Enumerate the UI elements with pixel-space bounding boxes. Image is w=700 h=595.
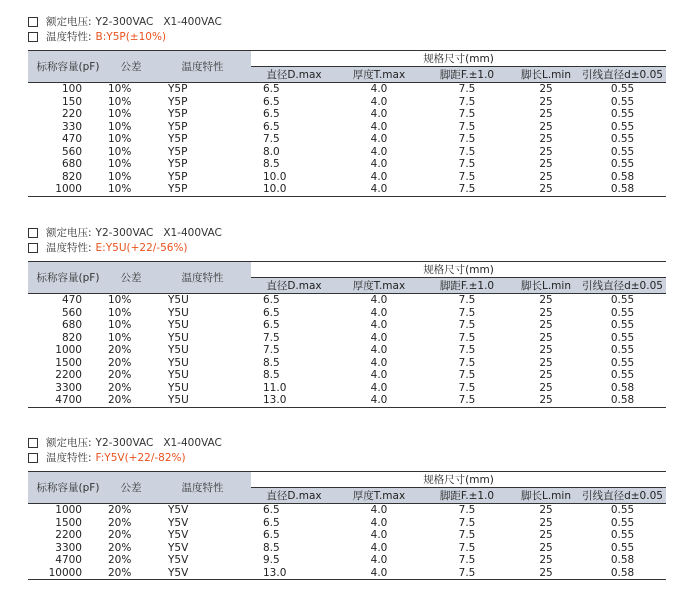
- table-row: [28, 529, 666, 542]
- thickness-cell: 4.0: [370, 170, 388, 183]
- capacitance-cell: 220: [61, 108, 82, 121]
- temp-char-cell: Y5U: [154, 394, 251, 407]
- header-diameter: 直径D.max: [251, 488, 337, 504]
- thickness-cell: 4.0: [370, 369, 388, 382]
- table-row: [28, 83, 666, 96]
- temp-char-cell: Y5U: [168, 331, 189, 344]
- diameter-cell: 8.5: [263, 541, 280, 554]
- temp-char-cell: Y5U: [168, 356, 189, 369]
- diameter-cell: 7.5: [263, 133, 280, 146]
- lead-diameter-cell: 0.58: [579, 394, 666, 407]
- capacitance-cell: 150: [61, 95, 82, 108]
- diameter-cell: 6.5: [263, 108, 280, 121]
- pitch-cell: 7.5: [458, 158, 476, 171]
- lead-length-cell: 25: [539, 344, 553, 357]
- lead-length-cell: 25: [539, 95, 553, 108]
- header-tolerance: 公差: [108, 51, 154, 83]
- lead-length-cell: 25: [539, 369, 553, 382]
- temp-char-cell: Y5U: [168, 306, 189, 319]
- pitch-cell: 7.5: [458, 120, 476, 133]
- checkbox-icon: [28, 32, 38, 42]
- thickness-cell: 4.0: [337, 394, 421, 407]
- tolerance-cell: 10%: [108, 158, 132, 171]
- pitch-cell: 7.5: [458, 170, 476, 183]
- table-row: [28, 183, 666, 196]
- temperature-label: 温度特性:: [46, 452, 92, 464]
- table-header-row: [28, 262, 666, 278]
- lead-length-cell: 25: [539, 319, 553, 332]
- lead-length-cell: 25: [539, 306, 553, 319]
- lead-diameter-cell: 0.55: [610, 369, 635, 382]
- lead-diameter-cell: 0.55: [610, 133, 635, 146]
- voltage-label: 额定电压:: [46, 16, 92, 28]
- header-temp-char: 温度特性: [154, 51, 251, 83]
- tolerance-cell: 10%: [108, 83, 154, 96]
- checkbox-icon: [28, 453, 38, 463]
- tolerance-cell: 10%: [108, 95, 132, 108]
- lead-length-cell: 25: [539, 120, 553, 133]
- header-dimensions: 规格尺寸(mm): [251, 262, 666, 278]
- thickness-cell: 4.0: [370, 158, 388, 171]
- diameter-cell: 6.5: [263, 516, 280, 529]
- table-row: [28, 332, 666, 345]
- thickness-cell: 4.0: [370, 120, 388, 133]
- diameter-cell: 10.0: [263, 170, 287, 183]
- diameter-cell: 7.5: [263, 344, 280, 357]
- lead-length-cell: 25: [513, 504, 579, 517]
- temp-char-cell: Y5U: [168, 369, 189, 382]
- tolerance-cell: 20%: [108, 567, 154, 580]
- pitch-cell: 7.5: [421, 183, 513, 196]
- voltage-label: 额定电压:: [46, 227, 92, 239]
- thickness-cell: 4.0: [337, 183, 421, 196]
- pitch-cell: 7.5: [421, 394, 513, 407]
- lead-length-cell: 25: [513, 183, 579, 196]
- capacitance-cell: 10000: [28, 567, 108, 580]
- tolerance-cell: 20%: [108, 344, 132, 357]
- thickness-cell: 4.0: [370, 133, 388, 146]
- pitch-cell: 7.5: [421, 567, 513, 580]
- capacitance-cell: 1500: [55, 516, 82, 529]
- lead-diameter-cell: 0.55: [610, 516, 635, 529]
- thickness-cell: 4.0: [370, 319, 388, 332]
- pitch-cell: 7.5: [421, 504, 513, 517]
- capacitance-cell: 100: [28, 83, 108, 96]
- header-tolerance: 公差: [108, 472, 154, 504]
- temp-char-cell: Y5V: [154, 504, 251, 517]
- voltage-value-x1: X1-400VAC: [163, 226, 222, 239]
- capacitance-cell: 3300: [55, 541, 82, 554]
- temp-char-cell: Y5P: [168, 108, 188, 121]
- diameter-cell: 6.5: [263, 319, 280, 332]
- lead-diameter-cell: 0.55: [610, 319, 635, 332]
- lead-diameter-cell: 0.55: [610, 331, 635, 344]
- pitch-cell: 7.5: [421, 83, 513, 96]
- lead-diameter-cell: 0.58: [610, 170, 635, 183]
- pitch-cell: 7.5: [458, 145, 476, 158]
- temp-char-cell: Y5V: [168, 529, 189, 542]
- diameter-cell: 8.5: [263, 158, 280, 171]
- capacitance-cell: 820: [61, 170, 82, 183]
- spec-table: [28, 471, 666, 580]
- header-tolerance: 公差: [108, 262, 154, 294]
- header-temp-char: 温度特性: [154, 472, 251, 504]
- lead-length-cell: 25: [539, 331, 553, 344]
- pitch-cell: 7.5: [458, 516, 476, 529]
- temp-char-cell: Y5P: [168, 95, 188, 108]
- tolerance-cell: 20%: [108, 554, 132, 567]
- table-row: [28, 171, 666, 184]
- capacitance-cell: 2200: [55, 369, 82, 382]
- lead-diameter-cell: 0.55: [579, 294, 666, 307]
- tolerance-cell: 10%: [108, 183, 154, 196]
- checkbox-icon: [28, 438, 38, 448]
- table-row: [28, 294, 666, 307]
- temp-char-cell: Y5U: [168, 319, 189, 332]
- temperature-value: F:Y5V(+22/-82%): [95, 451, 186, 464]
- thickness-cell: 4.0: [337, 294, 421, 307]
- lead-length-cell: 25: [539, 133, 553, 146]
- table-row: [28, 554, 666, 567]
- header-capacitance: 标称容量(pF): [28, 51, 108, 83]
- temperature-value: E:Y5U(+22/-56%): [95, 241, 188, 254]
- temp-char-cell: Y5U: [154, 294, 251, 307]
- capacitance-cell: 4700: [55, 554, 82, 567]
- spec-section: [28, 14, 666, 197]
- temperature-label: 温度特性:: [46, 242, 92, 254]
- voltage-value-y2: Y2-300VAC: [95, 226, 154, 239]
- pitch-cell: 7.5: [458, 344, 476, 357]
- lead-diameter-cell: 0.55: [610, 108, 635, 121]
- capacitance-cell: 330: [61, 120, 82, 133]
- lead-length-cell: 25: [539, 108, 553, 121]
- pitch-cell: 7.5: [458, 108, 476, 121]
- temp-char-cell: Y5V: [168, 554, 189, 567]
- thickness-cell: 4.0: [337, 567, 421, 580]
- thickness-cell: 4.0: [370, 516, 388, 529]
- checkbox-icon: [28, 228, 38, 238]
- diameter-cell: 6.5: [263, 120, 280, 133]
- capacitance-cell: 1500: [55, 356, 82, 369]
- lead-length-cell: 25: [539, 541, 553, 554]
- lead-diameter-cell: 0.55: [610, 356, 635, 369]
- header-capacitance: 标称容量(pF): [28, 262, 108, 294]
- header-lead-diameter: 引线直径d±0.05: [579, 488, 666, 504]
- diameter-cell: 8.5: [263, 356, 280, 369]
- diameter-cell: 6.5: [251, 504, 337, 517]
- temp-char-cell: Y5P: [168, 158, 188, 171]
- capacitance-cell: 4700: [28, 394, 108, 407]
- lead-diameter-cell: 0.55: [610, 120, 635, 133]
- header-dimensions: 规格尺寸(mm): [251, 472, 666, 488]
- diameter-cell: 9.5: [263, 554, 280, 567]
- diameter-cell: 8.5: [263, 369, 280, 382]
- lead-diameter-cell: 0.55: [579, 504, 666, 517]
- thickness-cell: 4.0: [370, 108, 388, 121]
- table-row: [28, 96, 666, 109]
- voltage-line: [28, 435, 666, 450]
- spec-section: [28, 225, 666, 408]
- header-thickness: 厚度T.max: [337, 278, 421, 294]
- header-capacitance: 标称容量(pF): [28, 472, 108, 504]
- lead-diameter-cell: 0.55: [579, 83, 666, 96]
- capacitance-cell: 470: [28, 294, 108, 307]
- diameter-cell: 8.0: [263, 145, 280, 158]
- capacitance-cell: 560: [61, 145, 82, 158]
- temperature-line: [28, 240, 666, 255]
- capacitance-cell: 560: [61, 306, 82, 319]
- header-lead-length: 脚长L.min: [513, 67, 579, 83]
- thickness-cell: 4.0: [370, 306, 388, 319]
- voltage-value-x1: X1-400VAC: [163, 15, 222, 28]
- tolerance-cell: 20%: [108, 541, 132, 554]
- table-row: [28, 357, 666, 370]
- tolerance-cell: 10%: [108, 170, 132, 183]
- tolerance-cell: 10%: [108, 294, 154, 307]
- temp-char-cell: Y5V: [154, 567, 251, 580]
- table-row: [28, 319, 666, 332]
- capacitance-cell: 680: [61, 319, 82, 332]
- pitch-cell: 7.5: [458, 381, 476, 394]
- table-row: [28, 567, 666, 580]
- lead-length-cell: 25: [539, 145, 553, 158]
- spec-section: [28, 435, 666, 580]
- capacitance-cell: 1000: [55, 344, 82, 357]
- pitch-cell: 7.5: [458, 369, 476, 382]
- temp-char-cell: Y5U: [168, 381, 189, 394]
- diameter-cell: 6.5: [251, 294, 337, 307]
- table-row: [28, 133, 666, 146]
- pitch-cell: 7.5: [458, 331, 476, 344]
- lead-length-cell: 25: [539, 356, 553, 369]
- temp-char-cell: Y5P: [168, 170, 188, 183]
- lead-length-cell: 25: [513, 83, 579, 96]
- capacitance-cell: 680: [61, 158, 82, 171]
- table-row: [28, 394, 666, 407]
- capacitance-cell: 1000: [28, 183, 108, 196]
- temp-char-cell: Y5U: [168, 344, 189, 357]
- pitch-cell: 7.5: [458, 356, 476, 369]
- header-lead-diameter: 引线直径d±0.05: [579, 278, 666, 294]
- pitch-cell: 7.5: [458, 306, 476, 319]
- lead-length-cell: 25: [513, 394, 579, 407]
- tolerance-cell: 10%: [108, 331, 132, 344]
- thickness-cell: 4.0: [370, 145, 388, 158]
- table-row: [28, 307, 666, 320]
- lead-diameter-cell: 0.55: [610, 344, 635, 357]
- lead-diameter-cell: 0.58: [579, 567, 666, 580]
- table-row: [28, 369, 666, 382]
- temperature-line: [28, 29, 666, 44]
- pitch-cell: 7.5: [458, 529, 476, 542]
- pitch-cell: 7.5: [421, 294, 513, 307]
- header-pitch: 脚距F.±1.0: [421, 488, 513, 504]
- lead-diameter-cell: 0.55: [610, 158, 635, 171]
- tolerance-cell: 20%: [108, 504, 154, 517]
- header-lead-diameter: 引线直径d±0.05: [579, 67, 666, 83]
- spec-table: [28, 50, 666, 197]
- tolerance-cell: 20%: [108, 356, 132, 369]
- tolerance-cell: 20%: [108, 369, 132, 382]
- pitch-cell: 7.5: [458, 554, 476, 567]
- header-dimensions: 规格尺寸(mm): [251, 51, 666, 67]
- voltage-value-x1: X1-400VAC: [163, 436, 222, 449]
- tolerance-cell: 20%: [108, 516, 132, 529]
- lead-length-cell: 25: [513, 567, 579, 580]
- temp-char-cell: Y5P: [168, 120, 188, 133]
- temperature-label: 温度特性:: [46, 31, 92, 43]
- temp-char-cell: Y5V: [168, 516, 189, 529]
- pitch-cell: 7.5: [458, 133, 476, 146]
- diameter-cell: 6.5: [263, 95, 280, 108]
- thickness-cell: 4.0: [337, 83, 421, 96]
- header-diameter: 直径D.max: [251, 67, 337, 83]
- table-row: [28, 382, 666, 395]
- lead-length-cell: 25: [539, 529, 553, 542]
- capacitance-cell: 820: [61, 331, 82, 344]
- spec-table: [28, 261, 666, 408]
- tolerance-cell: 10%: [108, 145, 132, 158]
- thickness-cell: 4.0: [370, 356, 388, 369]
- temperature-line: [28, 450, 666, 465]
- table-row: [28, 158, 666, 171]
- voltage-value-y2: Y2-300VAC: [95, 436, 154, 449]
- lead-diameter-cell: 0.58: [610, 381, 635, 394]
- voltage-line: [28, 14, 666, 29]
- checkbox-icon: [28, 17, 38, 27]
- diameter-cell: 11.0: [263, 381, 287, 394]
- lead-diameter-cell: 0.55: [610, 541, 635, 554]
- lead-diameter-cell: 0.55: [610, 145, 635, 158]
- tolerance-cell: 10%: [108, 306, 132, 319]
- checkbox-icon: [28, 243, 38, 253]
- header-thickness: 厚度T.max: [337, 67, 421, 83]
- tolerance-cell: 10%: [108, 120, 132, 133]
- diameter-cell: 6.5: [263, 529, 280, 542]
- table-header-row: [28, 472, 666, 488]
- header-pitch: 脚距F.±1.0: [421, 278, 513, 294]
- table-header-row: [28, 51, 666, 67]
- tolerance-cell: 20%: [108, 529, 132, 542]
- header-thickness: 厚度T.max: [337, 488, 421, 504]
- table-row: [28, 542, 666, 555]
- header-lead-length: 脚长L.min: [513, 488, 579, 504]
- voltage-value-y2: Y2-300VAC: [95, 15, 154, 28]
- thickness-cell: 4.0: [370, 344, 388, 357]
- capacitance-cell: 470: [61, 133, 82, 146]
- capacitance-cell: 2200: [55, 529, 82, 542]
- table-row: [28, 146, 666, 159]
- tolerance-cell: 20%: [108, 381, 132, 394]
- lead-length-cell: 25: [539, 170, 553, 183]
- lead-diameter-cell: 0.55: [610, 306, 635, 319]
- tolerance-cell: 10%: [108, 319, 132, 332]
- thickness-cell: 4.0: [370, 381, 388, 394]
- tolerance-cell: 20%: [108, 394, 154, 407]
- temperature-value: B:Y5P(±10%): [95, 30, 167, 43]
- header-diameter: 直径D.max: [251, 278, 337, 294]
- diameter-cell: 6.5: [251, 83, 337, 96]
- thickness-cell: 4.0: [370, 554, 388, 567]
- lead-diameter-cell: 0.55: [610, 95, 635, 108]
- table-row: [28, 517, 666, 530]
- diameter-cell: 13.0: [251, 394, 337, 407]
- thickness-cell: 4.0: [337, 504, 421, 517]
- thickness-cell: 4.0: [370, 331, 388, 344]
- lead-length-cell: 25: [539, 516, 553, 529]
- tolerance-cell: 10%: [108, 108, 132, 121]
- lead-length-cell: 25: [513, 294, 579, 307]
- temp-char-cell: Y5P: [154, 183, 251, 196]
- pitch-cell: 7.5: [458, 95, 476, 108]
- diameter-cell: 13.0: [251, 567, 337, 580]
- thickness-cell: 4.0: [370, 95, 388, 108]
- lead-diameter-cell: 0.58: [610, 554, 635, 567]
- voltage-line: [28, 225, 666, 240]
- temp-char-cell: Y5P: [168, 133, 188, 146]
- table-row: [28, 108, 666, 121]
- voltage-label: 额定电压:: [46, 437, 92, 449]
- lead-diameter-cell: 0.55: [610, 529, 635, 542]
- lead-length-cell: 25: [539, 381, 553, 394]
- lead-length-cell: 25: [539, 554, 553, 567]
- tolerance-cell: 10%: [108, 133, 132, 146]
- header-pitch: 脚距F.±1.0: [421, 67, 513, 83]
- header-lead-length: 脚长L.min: [513, 278, 579, 294]
- pitch-cell: 7.5: [458, 319, 476, 332]
- thickness-cell: 4.0: [370, 541, 388, 554]
- diameter-cell: 6.5: [263, 306, 280, 319]
- lead-diameter-cell: 0.58: [579, 183, 666, 196]
- table-row: [28, 121, 666, 134]
- thickness-cell: 4.0: [370, 529, 388, 542]
- temp-char-cell: Y5P: [168, 145, 188, 158]
- lead-length-cell: 25: [539, 158, 553, 171]
- temp-char-cell: Y5P: [154, 83, 251, 96]
- capacitance-cell: 3300: [55, 381, 82, 394]
- pitch-cell: 7.5: [458, 541, 476, 554]
- table-row: [28, 504, 666, 517]
- capacitance-cell: 1000: [28, 504, 108, 517]
- diameter-cell: 10.0: [251, 183, 337, 196]
- header-temp-char: 温度特性: [154, 262, 251, 294]
- temp-char-cell: Y5V: [168, 541, 189, 554]
- diameter-cell: 7.5: [263, 331, 280, 344]
- table-row: [28, 344, 666, 357]
